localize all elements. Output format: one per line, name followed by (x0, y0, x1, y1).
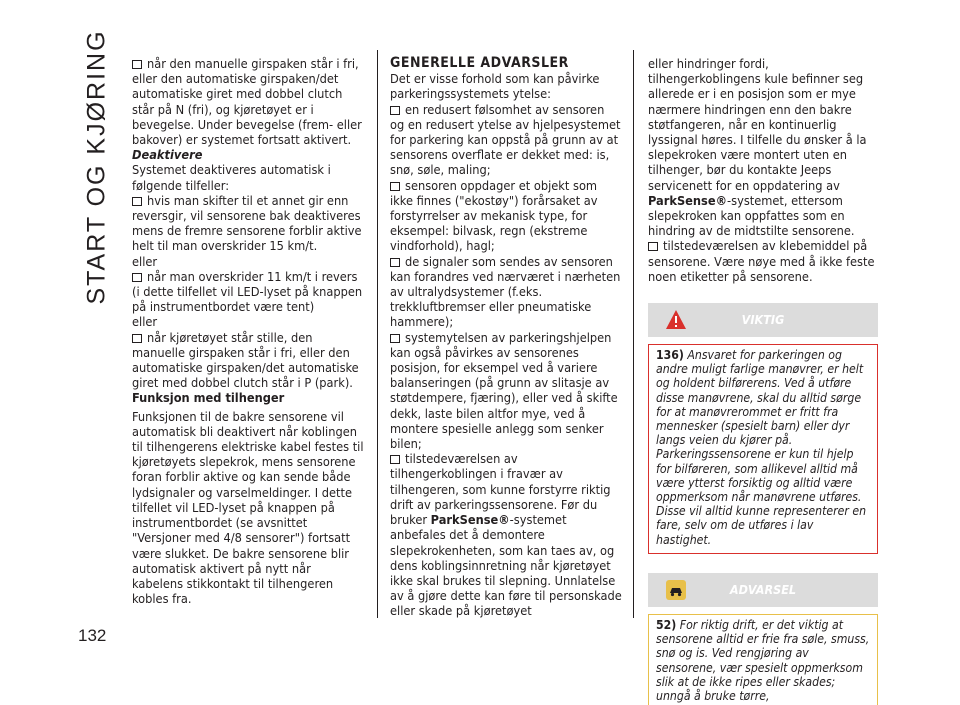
note-text: For riktig drift, er det viktig at sensorene alltid er frie fra søle, smuss, snø og is. Ved rengjøring av sensorene, vær spesielt oppmerksom slik at de ikke ripes eller skades; unngå å bruke tørre, (656, 617, 870, 703)
list-item: systemytelsen av parkeringshjelpen kan også påvirkes av sensorenes posisjon, for eksempel ved å variere balanseringen (på grunn av slitasje av støtdempere, fjæring), eller ved å skifte dekk, laste bilen altfor mye, ved å montere spesielle anlegg som senker bilen; (390, 329, 618, 452)
bullet-square-icon (390, 182, 400, 191)
column-divider (633, 50, 634, 618)
advarsel-note (648, 614, 878, 705)
bullet-square-icon (390, 106, 400, 115)
list-item: sensoren oppdager et objekt som ikke finnes ("ekostøy") forårsaket av forstyrrelser av mekanisk type, for eksempel: bilvask, regn (ekstreme vindforhold), hagl; (390, 177, 598, 254)
list-item: de signaler som sendes av sensoren kan forandres ved nærværet i nærheten av ultralydsystemer (f.eks. trekkluftbremser eller pneumatiske hammere); (390, 253, 621, 330)
advarsel-label: ADVARSEL (729, 581, 797, 597)
section-heading: GENERELLE ADVARSLER (390, 55, 569, 71)
list-item: en redusert følsomhet av sensoren og en redusert ytelse av hjelpesystemet for parkering kan oppstå på grunn av at sensorens overflate er dekket med: is, snø, søle, maling; (390, 101, 621, 178)
paragraph: eller (132, 314, 158, 330)
list-item: når den manuelle girspaken står i fri, eller den automatiske girspaken/det automatiske giret med dobbel clutch står på N (fri), og kjøretøyet er i bevegelse. Under bevegelse (frem- eller bakover) er systemet fortsatt aktivert. (132, 56, 362, 148)
column-3 (648, 56, 878, 705)
paragraph: Det er visse forhold som kan påvirke parkeringssystemets ytelse: (390, 71, 600, 102)
column-1 (132, 56, 364, 606)
bullet-square-icon (390, 455, 400, 464)
list-item: tilstedeværelsen av klebemiddel på sensorene. Være nøye med å ikke feste noen etiketter på sensorene. (648, 238, 875, 284)
advarsel-banner (648, 573, 878, 607)
bullet-square-icon (390, 334, 400, 343)
chapter-side-title: START OG KJØRING (82, 29, 111, 305)
paragraph: Funksjonen til de bakre sensorene vil automatisk bli deaktivert når koblingen til tilhengerens elektriske kabel festes til kjøretøyets slepekrok, mens sensorene foran forblir aktive og kan sende både lydsignaler og varselmeldinger. I dette tilfellet vil LED-lyset på knappen på instrumentbordet (se avsnittet "Versjoner med 4/8 sensorer") fortsatt være slukket. De bakre sensorene blir automatisk aktivert på nytt når kabelens stikkontakt til tilhengeren kobles fra. (132, 408, 364, 607)
page-number: 132 (78, 626, 107, 645)
bullet-square-icon (648, 242, 658, 251)
paragraph: Systemet deaktiveres automatisk i følgende tilfeller: (132, 162, 331, 193)
bullet-square-icon (132, 60, 142, 69)
viktig-label: VIKTIG (741, 312, 785, 328)
viktig-note (648, 344, 878, 554)
bullet-square-icon (132, 197, 142, 206)
note-number: 52) (656, 617, 677, 632)
note-text: Ansvaret for parkeringen og andre muligt farlige manøvrer, er helt og holdent bilførerens. Ved å utføre disse manøvrene, skal du alltid sørge for at manøvrerommet er fritt fra mennesker (spesielt barn) eller dyr langs veien du kjører på. Parkeringssensorene er kun til hjelp for bilføreren, som allikevel alltid må være ytterst forsiktig og alltid være oppmerksom når manøvrene utføres. Disse vil alltid kunne representerer en fare, selv om de utføres i lav hastighet. (656, 348, 867, 547)
bullet-square-icon (132, 273, 142, 282)
note-number: 136) (656, 348, 684, 363)
paragraph: eller hindringer fordi, tilhengerkoblingens kule befinner seg allerede er i en posisjon som er mye nærmere hindringen enn den bakre støtfangeren, når en kontinuerlig lyssignal høres. I tilfelle du ønsker å la slepekroken være montert uten en tilhenger, bør du kontakte Jeeps servicenett for en oppdatering av ParkSense®-systemet, ettersom slepekroken kan oppfattes som en hindring av de midtstilte sensorene. (648, 56, 867, 239)
list-item: når man overskrider 11 km/t i revers (i dette tilfellet vil LED-lyset på knappen på instrumentbordet være tent) (132, 268, 363, 315)
list-item: når kjøretøyet står stille, den manuelle girspaken står i fri, eller den automatiske girspaken/det automatiske giret med dobbel clutch står i P (park). (132, 329, 359, 391)
viktig-banner (648, 303, 878, 337)
bullet-square-icon (132, 334, 142, 343)
brand-name: ParkSense® (430, 512, 510, 528)
bullet-square-icon (390, 258, 400, 267)
column-2 (390, 56, 622, 619)
brand-name: ParkSense® (648, 192, 727, 208)
section-heading: Funksjon med tilhenger (132, 390, 285, 406)
list-item: hvis man skifter til et annet gir enn reversgir, vil sensorene bak deaktiveres mens de fremre sensorene forblir aktive helt til man overskrider 15 km/t. (132, 192, 362, 254)
column-divider (377, 50, 378, 618)
section-heading: Deaktivere (132, 147, 203, 163)
paragraph: eller (132, 253, 158, 269)
list-item: tilstedeværelsen av tilhengerkoblingen i fravær av tilhengeren, som kunne forstyrre riktig drift av parkeringssensorene. Før du bruker ParkSense®-systemet anbefales det å demontere slepekrokenheten, som kan taes av, og dens koblingsinnretning når kjøretøyet ikke skal brukes til slepning. Unnlatelse av å gjøre dette kan føre til personskade eller skade på kjøretøyet (390, 451, 622, 619)
